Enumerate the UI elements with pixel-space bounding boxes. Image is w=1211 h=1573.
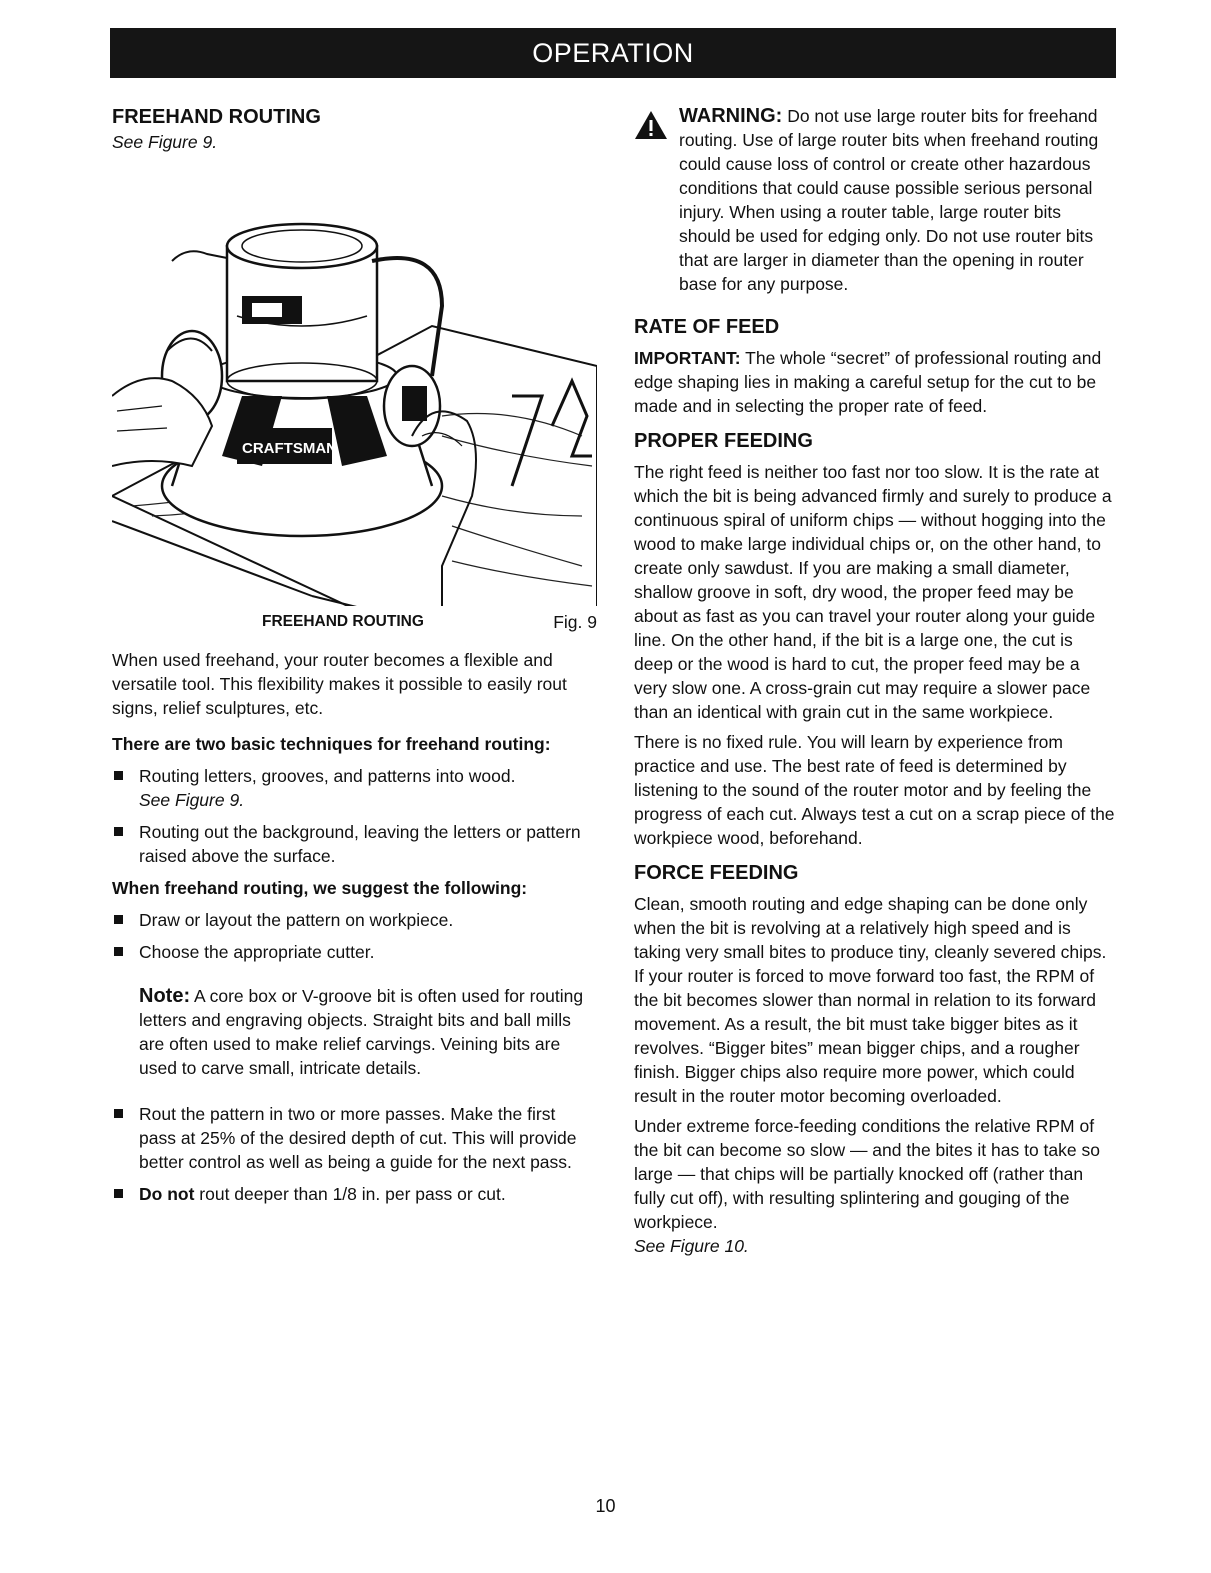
section-header (110, 28, 1116, 78)
see-figure-ref: See Figure 10. (634, 1236, 749, 1256)
force-feeding-paragraph-1: Clean, smooth routing and edge shaping can be done only when the bit is revolving at a relatively high speed and is taking very small bites to produce tiny, cleanly severed chips. If your router is forced to move forward too fast, the RPM of the bit becomes slower than normal in relation to its forward movement. As a result, the bit must take bigger bites as it revolves. “Bigger bites” mean bigger chips, and a rougher finish. Bigger chips also require more power, which could result in the router motor becoming overloaded. (634, 894, 1107, 1106)
see-figure-ref: See Figure 9. (139, 790, 245, 810)
figure-caption-title: FREEHAND ROUTING (262, 613, 424, 630)
proper-feeding-paragraph-1: The right feed is neither too fast nor too slow. It is the rate at which the bit is being advanced firmly and surely to produce a continuous spiral of uniform chips — without hogging into the wood to make large individual chips or, on the other hand, to create only sawdust. If you are making a small diameter, shallow groove in soft, dry wood, the proper feed may be about as fast as you can travel your router along your guide line. On the other hand, if the bit is a large one, the cut is deep or the wood is hard to cut, the proper feed may be a very slow one. A cross-grain cut may require a slower pace than an identical with grain cut in the same workpiece. (634, 462, 1112, 722)
figure-caption (112, 610, 597, 634)
section-title: OPERATION (532, 38, 694, 68)
note-block (139, 984, 597, 1080)
do-not-label: Do not (139, 1184, 195, 1204)
techniques-heading: There are two basic techniques for freehand routing: (112, 734, 551, 754)
freehand-routing-heading: FREEHAND ROUTING (112, 106, 321, 128)
techniques-list (112, 764, 597, 868)
list-item: Choose the appropriate cutter. (112, 940, 597, 964)
important-paragraph: IMPORTANT: The whole “secret” of professional routing and edge shaping lies in making a careful setup for the cut to be made and in selecting the proper rate of feed. (634, 348, 1102, 416)
suggest-heading: When freehand routing, we suggest the following: (112, 878, 528, 898)
warning-triangle-icon (634, 110, 668, 140)
note-text: A core box or V-groove bit is often used for routing letters and engraving objects. Straight bits and ball mills are often used to make relief carvings. Veining bits are used to carve small, intricate details. (139, 986, 584, 1078)
figure-label: Fig. 9 (553, 612, 597, 632)
wrench-icon (172, 251, 227, 261)
warning-label: WARNING: (679, 105, 783, 127)
list-item: Rout the pattern in two or more passes. Make the first pass at 25% of the desired depth of cut. This will provide better control as well as being a guide for the next pass. (112, 1102, 597, 1174)
list-item: Routing out the background, leaving the letters or pattern raised above the surface. (112, 820, 597, 868)
proper-feeding-heading: PROPER FEEDING (634, 430, 813, 452)
see-figure-ref: See Figure 9. (112, 132, 218, 152)
suggestions-list (112, 908, 597, 964)
force-feeding-heading: FORCE FEEDING (634, 862, 799, 884)
rate-of-feed-heading: RATE OF FEED (634, 316, 780, 338)
list-item: Draw or layout the pattern on workpiece. (112, 908, 597, 932)
list-item: Routing letters, grooves, and patterns into wood. See Figure 9. (112, 764, 597, 812)
brand-logo-text: CRAFTSMAN (242, 440, 337, 457)
left-column (112, 104, 597, 1214)
list-item: Do not rout deeper than 1/8 in. per pass or cut. (112, 1182, 597, 1206)
important-label: IMPORTANT: (634, 348, 741, 368)
note-label: Note: (139, 985, 191, 1007)
carved-letter (512, 381, 592, 486)
right-column (634, 104, 1116, 1258)
warning-block (634, 104, 1116, 296)
power-cord (372, 258, 442, 376)
intro-paragraph: When used freehand, your router becomes a flexible and versatile tool. This flexibility makes it possible to easily rout signs, relief sculptures, etc. (112, 650, 567, 718)
force-feeding-paragraph-2: Under extreme force-feeding conditions the relative RPM of the bit can become so slow — and the bites it has to take so large — that chips will be partially knocked off (rather than fully cut off), with resulting splintering and gouging of the workpiece. (634, 1116, 1100, 1232)
warning-text: Do not use large router bits for freehand routing. Use of large router bits when freehand routing could cause loss of control or create other hazardous conditions that could cause possible serious personal injury. When using a router table, large router bits should be used for edging only. Do not use router bits that are larger in diameter than the opening in router base for any purpose. (679, 106, 1099, 294)
more-suggestions-list (112, 1102, 597, 1206)
proper-feeding-paragraph-2: There is no fixed rule. You will learn by experience from practice and use. The best rate of feed is determined by listening to the sound of the router motor and by feeling the progress of each cut. Always test a cut on a scrap piece of the workpiece wood, beforehand. (634, 732, 1115, 848)
page-number: 10 (595, 1496, 616, 1516)
figure-9 (112, 166, 597, 606)
router-illustration (112, 166, 597, 606)
